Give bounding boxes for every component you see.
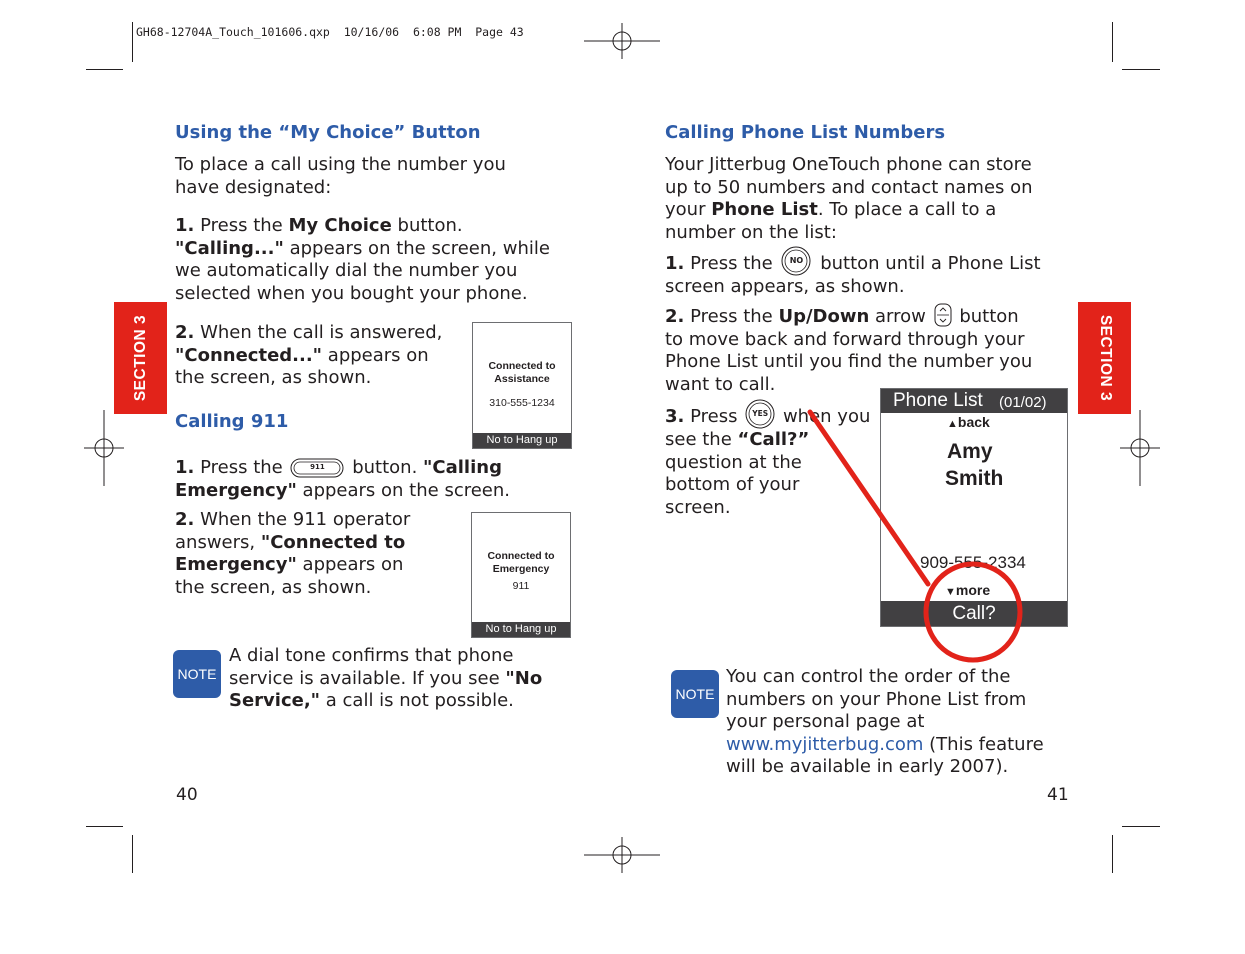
intro-paragraph: To place a call using the number you have designated:	[175, 154, 506, 198]
annotation-arrow-circle	[800, 400, 1040, 670]
myjitterbug-link[interactable]: www.myjitterbug.com	[726, 733, 924, 755]
step-911-2: 2. When the 911 operator answers, "Connected to Emergency" appears on the screen, as shown.	[175, 509, 411, 598]
phone-list-more: ▼more	[945, 582, 991, 598]
note-badge: NOTE	[671, 670, 719, 718]
registration-mark-left	[84, 410, 124, 486]
screen-connected-emergency	[471, 512, 571, 638]
note-phone-list-order: You can control the order of the numbers on your Phone List from your personal page at www.myjitterbug.com (This feature will be available in early 2007).	[726, 666, 1044, 778]
step-my-choice-1: 1. Press the My Choice button. "Calling..." appears on the screen, while we automatically dial the number you selected when you bought your phone.	[175, 215, 550, 304]
screen-title: Connected to Emergency	[487, 550, 555, 575]
down-triangle-icon: ▼	[945, 586, 956, 598]
step-phone-list-1: 1. Press the NO button until a Phone List screen appears, as shown.	[665, 252, 1041, 299]
contact-last-name: Smith	[945, 467, 1004, 490]
yes-button-icon: YES	[745, 399, 775, 429]
phone-list-header: Phone List (01/02)	[881, 389, 1067, 413]
step-my-choice-2: 2. When the call is answered, "Connected..." appears on the screen, as shown.	[175, 322, 443, 389]
heading-my-choice: Using the “My Choice” Button	[175, 122, 481, 143]
section-tab-label: SECTION 3	[131, 314, 149, 402]
page-number-left: 40	[176, 785, 198, 805]
section-tab-label: SECTION 3	[1096, 314, 1114, 402]
step-911-1: 1. Press the 911 button. "Calling Emergency" appears on the screen.	[175, 457, 510, 501]
contact-first-name: Amy	[947, 440, 993, 463]
note-badge: NOTE	[173, 650, 221, 698]
section-tab-left	[114, 302, 167, 414]
screen-number: 911	[512, 580, 530, 592]
registration-mark-right	[1120, 410, 1160, 486]
registration-mark-bottom	[584, 837, 660, 873]
note-dial-tone: A dial tone confirms that phone service is available. If you see "No Service," a call is not possible.	[229, 645, 543, 712]
page-number-right: 41	[1047, 785, 1069, 805]
step-phone-list-3: 3. Press YES when you see the “Call?” question at the bottom of your screen.	[665, 405, 870, 519]
contact-number: 909-555-2334	[920, 553, 1026, 572]
up-triangle-icon: ▲	[947, 418, 958, 430]
screen-footer: No to Hang up	[473, 433, 571, 448]
no-button-icon: NO	[781, 246, 811, 276]
heading-calling-911: Calling 911	[175, 411, 289, 432]
phone-list-call-prompt: Call?	[881, 601, 1067, 626]
step-phone-list-2: 2. Press the Up/Down arrow button to move back and forward through your Phone List until you find the number you want to call.	[665, 306, 1032, 396]
up-down-arrow-button-icon	[934, 303, 952, 327]
registration-mark-top	[584, 23, 660, 59]
print-slug: GH68-12704A_Touch_101606.qxp 10/16/06 6:08 PM Page 43	[136, 25, 524, 39]
screen-title: Connected to Assistance	[488, 360, 556, 385]
911-button-icon: 911	[290, 456, 344, 480]
phone-list-intro: Your Jitterbug OneTouch phone can store up to 50 numbers and contact names on your Phone List. To place a call to a number on the list:	[665, 154, 1033, 243]
screen-connected-assistance	[472, 322, 572, 449]
heading-phone-list: Calling Phone List Numbers	[665, 122, 946, 143]
screen-number: 310-555-1234	[489, 397, 555, 409]
phone-list-back: ▲back	[947, 414, 990, 430]
section-tab-right	[1078, 302, 1131, 414]
screen-footer: No to Hang up	[472, 622, 570, 637]
